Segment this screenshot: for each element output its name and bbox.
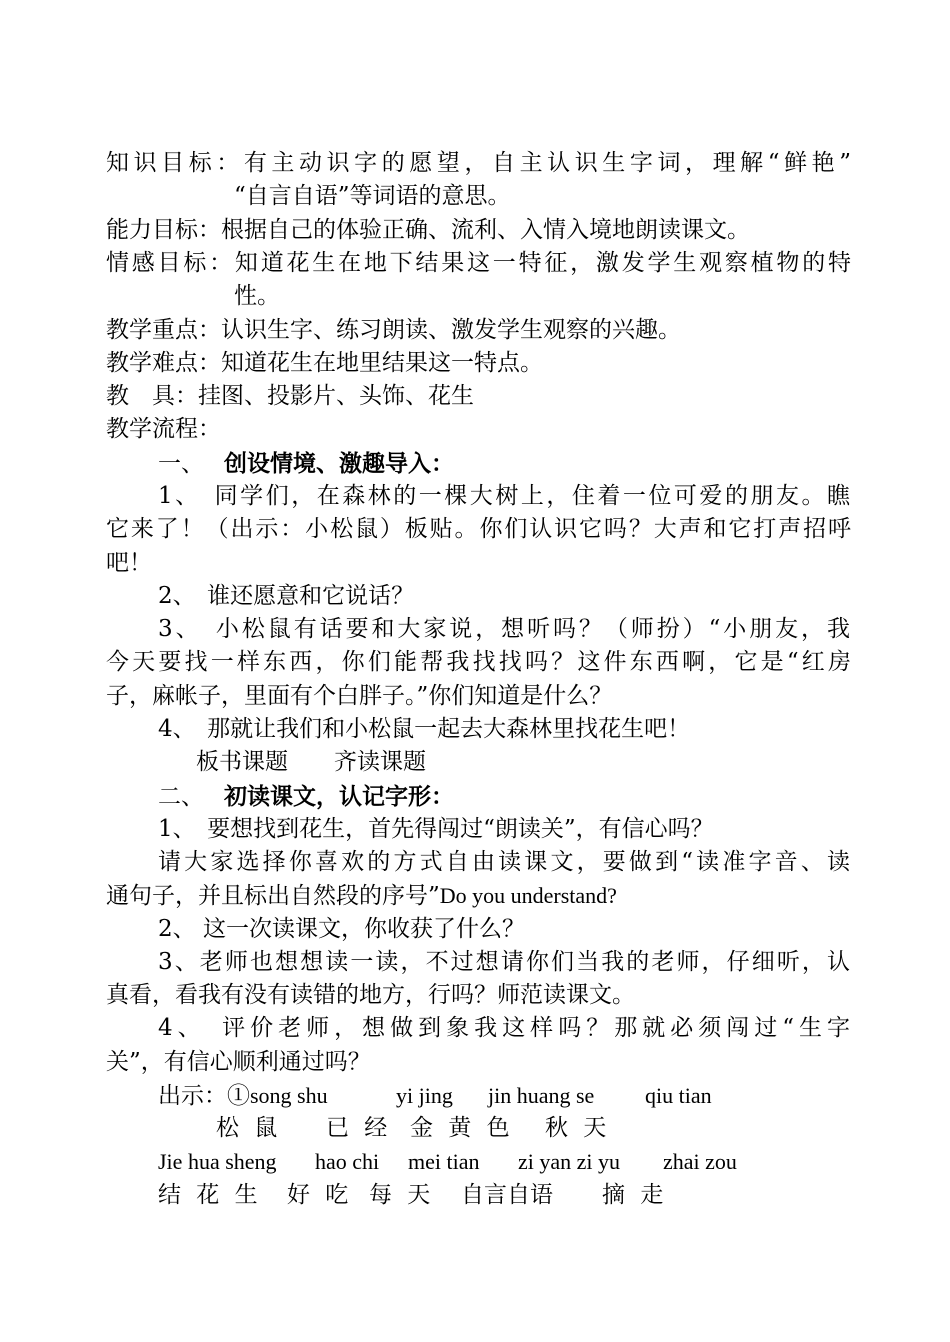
pinyin-word: yi jing bbox=[396, 1083, 453, 1108]
board-note: 板书课题 齐读课题 bbox=[196, 749, 426, 775]
pinyin-word: jin huang se bbox=[488, 1083, 595, 1108]
flow-title: 教学流程： bbox=[106, 416, 221, 442]
hanzi-word: 结 花 生 bbox=[158, 1182, 262, 1208]
s2-item-2: 2、 这一次读课文，你收获了什么？ bbox=[158, 916, 525, 942]
s2-para-line-2 bbox=[106, 879, 851, 913]
section-2-title: 初读课文，认记字形： bbox=[224, 783, 454, 810]
pinyin-word: qiu tian bbox=[645, 1083, 712, 1108]
ability-goal: 能力目标：根据自己的体验正确、流利、入情入境地朗读课文。 bbox=[106, 217, 750, 243]
s2-item-1: 1、 要想找到花生，首先得闯过“朗读关”，有信心吗？ bbox=[158, 816, 714, 842]
s2-item-3-line-1: 3、老师也想想读一读，不过想请你们当我的老师，仔细听，认 bbox=[158, 949, 850, 975]
key-point: 教学重点：认识生字、练习朗读、激发学生观察的兴趣。 bbox=[106, 317, 681, 343]
emotion-goal-line-2: 性。 bbox=[234, 283, 280, 309]
emotion-goal-line-1: 情感目标：知道花生在地下结果这一特征，激发学生观察植物的特 bbox=[106, 250, 851, 276]
s2-para-line-2-text: 通句子，并且标出自然段的序号” bbox=[106, 883, 440, 909]
show-label: 出示：① bbox=[158, 1083, 250, 1109]
pinyin-word: hao chi bbox=[315, 1149, 380, 1174]
section-2-number: 二、 bbox=[158, 784, 204, 810]
pinyin-word: song shu bbox=[250, 1083, 328, 1108]
teaching-tools: 教 具：挂图、投影片、头饰、花生 bbox=[106, 383, 474, 409]
hanzi-word: 松 鼠 bbox=[216, 1115, 282, 1141]
english-question: Do you understand? bbox=[439, 883, 617, 908]
pinyin-word: zhai zou bbox=[663, 1149, 737, 1174]
difficulty: 教学难点：知道花生在地里结果这一特点。 bbox=[106, 350, 543, 376]
s2-item-4-line-1: 4、 评价老师，想做到象我这样吗？那就必须闯过“生字 bbox=[158, 1015, 850, 1041]
pinyin-word: mei tian bbox=[408, 1149, 480, 1174]
s2-item-4-line-2: 关”，有信心顺利通过吗？ bbox=[106, 1049, 371, 1075]
hanzi-word: 已 经 bbox=[326, 1115, 392, 1141]
s1-item-3-line-2: 今天要找一样东西，你们能帮我找找吗？这件东西啊，它是“红房 bbox=[106, 649, 851, 675]
knowledge-goal-line-2: “自言自语”等词语的意思。 bbox=[234, 183, 511, 209]
section-1-heading bbox=[158, 447, 848, 481]
s2-para-line-1: 请大家选择你喜欢的方式自由读课文，要做到“读准字音、读 bbox=[158, 849, 850, 875]
hanzi-word: 每 天 bbox=[369, 1182, 435, 1208]
s1-item-4: 4、 那就让我们和小松鼠一起去大森林里找花生吧！ bbox=[158, 716, 691, 742]
knowledge-goal-line-1: 知识目标：有主动识字的愿望，自主认识生字词，理解“鲜艳” bbox=[106, 150, 851, 176]
pinyin-word: zi yan zi yu bbox=[518, 1149, 621, 1174]
s1-item-1-line-3: 吧！ bbox=[106, 550, 152, 576]
section-2-heading bbox=[158, 780, 848, 814]
s1-item-1-line-1: 1、 同学们，在森林的一棵大树上，住着一位可爱的朋友。瞧 bbox=[158, 483, 850, 509]
s1-item-3-line-1: 3、 小松鼠有话要和大家说，想听吗？（师扮）“小朋友，我 bbox=[158, 616, 850, 642]
pinyin-word: Jie hua sheng bbox=[158, 1149, 277, 1174]
hanzi-word: 好 吃 bbox=[287, 1182, 353, 1208]
hanzi-word: 自言自语 bbox=[461, 1182, 553, 1208]
section-1-title: 创设情境、激趣导入： bbox=[224, 450, 454, 477]
hanzi-word: 摘 走 bbox=[602, 1182, 668, 1208]
hanzi-word: 金 黄 色 bbox=[410, 1115, 514, 1141]
s1-item-2: 2、 谁还愿意和它说话？ bbox=[158, 583, 415, 609]
hanzi-word: 秋 天 bbox=[545, 1115, 611, 1141]
section-1-number: 一、 bbox=[158, 451, 204, 477]
s2-item-3-line-2: 真看，看我有没有读错的地方，行吗？师范读课文。 bbox=[106, 982, 635, 1008]
s1-item-3-line-3: 子，麻帐子，里面有个白胖子。”你们知道是什么？ bbox=[106, 683, 613, 709]
s1-item-1-line-2: 它来了！（出示：小松鼠）板贴。你们认识它吗？大声和它打声招呼 bbox=[106, 516, 851, 542]
